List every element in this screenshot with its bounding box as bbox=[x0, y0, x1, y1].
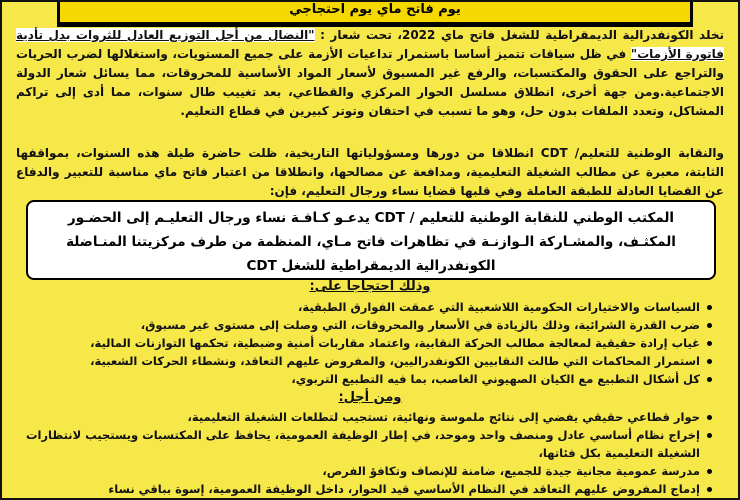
union-paragraph: والنقابة الوطنية للتعليم/ CDT انطلاقا من دورها ومسؤولياتها التاريخية، ظلت حاضرة طيلة هذه السنوات، بمواقفها الثابتة، معبرة عن مطالب الشغيلة التعليمية، ومدافعة عن مصالحها، وانطلاقا من اعتبار فاتح ماي مناسبة للتعبير والدفاع عن القضايا العادلة للطبقة العاملة وفي قلبها قضايا نساء ورجال التعليم، فإن: bbox=[16, 146, 725, 198]
list-item: إخراج نظام أساسي عادل ومنصف واحد وموحد، في إطار الوظيفة العمومية، يحافظ على المكتسبات ويستجيب لانتظارات الشغيلة التعليمية بكل فئاتها، bbox=[16, 426, 714, 462]
intro-paragraph bbox=[16, 26, 724, 121]
call-box: المكتب الوطني للنقابة الوطنية للتعليم / CDT يدعـو كـافـة نساء ورجال التعليـم إلى الحضـور المكثـف، والمشـاركة الـوازنـة في تظاهرات فاتح مـاي، المنظمة من طرف مركزيتنا المنـاضلة الكونفدرالية الديمقراطية للشغل CDT bbox=[26, 200, 716, 280]
demands-list bbox=[16, 408, 714, 498]
list-item: إدماج المفروض عليهم التعاقد في النظام الأساسي قيد الحوار، داخل الوظيفة العمومية، إسوة بباقي نساء bbox=[16, 480, 714, 498]
list-item: غياب إرادة حقيقية لمعالجة مطالب الحركة النقابية، واعتماد مقاربات أمنية وضبطية، تحكمها التوازنات المالية، bbox=[16, 334, 714, 352]
list-item: حوار قطاعي حقيقي يفضي إلى نتائج ملموسة ونهائية، تستجيب لتطلعات الشغيلة التعليمية، bbox=[16, 408, 714, 426]
protest-list bbox=[16, 298, 714, 388]
intro-text-after: في ظل سياقات تتميز أساسا باستمرار تداعيات الأزمة على جميع المستويات، واستغلالها لضرب الحريات والتراجع على الحقوق والمكتسبات، والرفع غير المسبوق لأسعار المواد الأساسية للمحروقات، مما يسائل شعار الدولة الاجتماعية.ومن جهة أخرى، انطلاق مسلسل الحوار المركزي والقطاعي، بعد تغييب طال سنوات، مما أدى إلى تراكم المشاكل، وتعدد الملفات بدون حل، وهو ما تسبب في احتقان وتوتر كبيرين في قطاع التعليم. bbox=[16, 47, 724, 118]
page-title: يوم فاتح ماي يوم احتجاجي bbox=[289, 2, 461, 17]
list-item: ضرب القدرة الشرائية، وذلك بالزيادة في الأسعار والمحروقات، التي وصلت إلى مستوى غير مسبوق، bbox=[16, 316, 714, 334]
intro-slogan: "النضال من أجل التوزيع العادل للثروات بدل تأدية فاتورة الأزمات" bbox=[16, 28, 725, 61]
list-item: مدرسة عمومية مجانية جيدة للجميع، ضامنة للإنصاف وتكافؤ الفرص، bbox=[16, 462, 714, 480]
list-item: كل أشكال التطبيع مع الكيان الصهيوني الغاصب، بما فيه التطبيع التربوي، bbox=[16, 370, 714, 388]
demands-heading: ومن أجل: bbox=[338, 390, 402, 405]
list-item: استمرار المحاكمات التي طالت النقابيين الكونفدراليين، والمفروض عليهم التعاقد، ونشطاء الحركات الشعبية، bbox=[16, 352, 714, 370]
list-item: السياسات والاختيارات الحكومية اللاشعبية التي عمقت الفوارق الطبقية، bbox=[16, 298, 714, 316]
title-banner bbox=[57, 2, 693, 25]
protest-heading: وذلك احتجاجا على: bbox=[309, 279, 431, 294]
intro-text-before: تخلد الكونفدرالية الديمقراطية للشغل فاتح ماي 2022، تحت شعار : bbox=[314, 28, 724, 42]
